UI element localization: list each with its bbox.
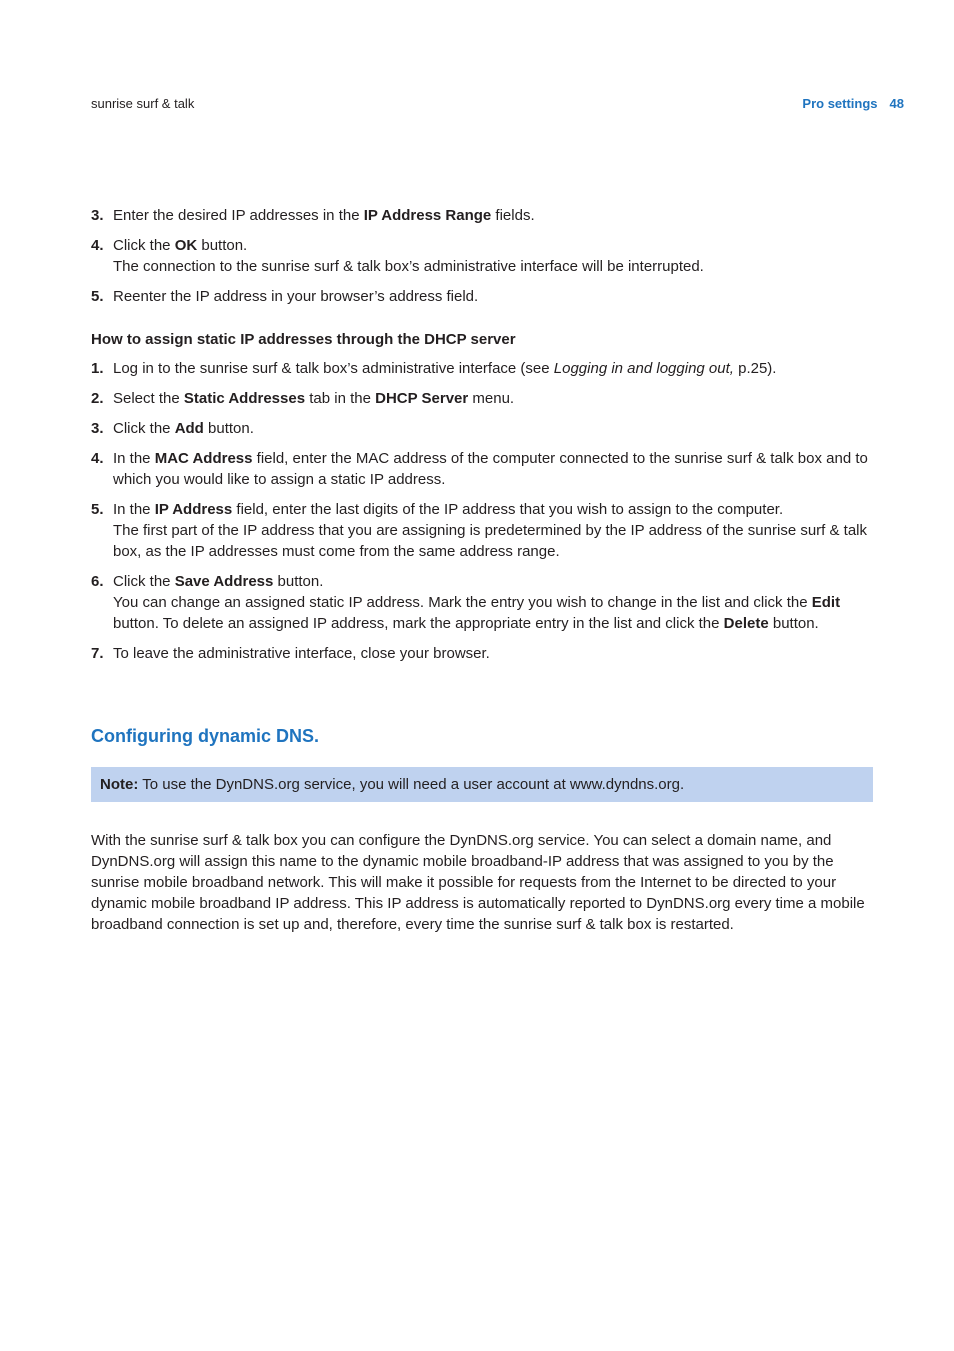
step-number: 5. [91, 501, 104, 518]
step-text: Click the Add button. [113, 420, 254, 437]
procedure-heading: How to assign static IP addresses through the DHCP server [91, 331, 516, 348]
step-text: In the IP Address field, enter the last digits of the IP address that you wish to assign to the computer. The first part of the IP address that you are assigning is predetermined by the IP address of the sunrise surf & talk box, as the IP addresses must come from the same address range. [113, 501, 868, 560]
list-item [91, 286, 873, 307]
step-text: Select the Static Addresses tab in the DHCP Server menu. [113, 390, 515, 407]
list-item [91, 448, 873, 490]
section-name: Pro settings [802, 96, 878, 111]
step-text: To leave the administrative interface, close your browser. [113, 645, 490, 662]
step-number: 3. [91, 207, 104, 224]
step-text: Log in to the sunrise surf & talk box’s administrative interface (see Logging in and logging out, p.25). [113, 360, 777, 377]
list-item [91, 499, 873, 562]
step-text: Enter the desired IP addresses in the IP Address Range fields. [113, 207, 535, 224]
step-number: 2. [91, 390, 104, 407]
page-content [91, 205, 873, 935]
step-number: 3. [91, 420, 104, 437]
list-item [91, 388, 873, 409]
step-text: Click the OK button. The connection to the sunrise surf & talk box’s administrative interface will be interrupted. [113, 237, 704, 275]
list-item [91, 205, 873, 226]
page-number: 48 [889, 96, 904, 111]
list-item [91, 571, 873, 634]
note-text: To use the DynDNS.org service, you will need a user account at www.dyndns.org. [138, 776, 685, 793]
step-list-ip-range [91, 205, 873, 307]
list-item [91, 358, 873, 379]
step-number: 5. [91, 288, 104, 305]
note-box [91, 767, 873, 802]
step-text: In the MAC Address field, enter the MAC address of the computer connected to the sunrise surf & talk box and to which you would like to assign a static IP address. [113, 450, 868, 488]
page-header-right [802, 96, 904, 111]
step-number: 7. [91, 645, 104, 662]
step-number: 4. [91, 450, 104, 467]
step-text: Reenter the IP address in your browser’s address field. [113, 288, 479, 305]
list-item [91, 643, 873, 664]
body-paragraph: With the sunrise surf & talk box you can configure the DynDNS.org service. You can select a domain name, and DynDNS.org will assign this name to the dynamic mobile broadband-IP address that was assigned to you by the sunrise mobile broadband network. This will make it possible for requests from the Internet to be directed to your dynamic mobile broadband IP address. This IP address is automatically reported to DynDNS.org every time a mobile broadband connection is set up and, therefore, every time the sunrise surf & talk box is restarted. [91, 832, 865, 933]
step-text: Click the Save Address button. You can change an assigned static IP address. Mark the entry you wish to change in the list and click the Edit button. To delete an assigned IP address, mark the appropriate entry in the list and click the Delete button. [113, 573, 841, 632]
document-brand: sunrise surf & talk [91, 96, 195, 111]
note-label: Note: [100, 776, 139, 793]
step-number: 1. [91, 360, 104, 377]
list-item [91, 418, 873, 439]
list-item [91, 235, 873, 277]
step-number: 4. [91, 237, 104, 254]
step-list-static-ip [91, 358, 873, 664]
step-number: 6. [91, 573, 104, 590]
section-title: Configuring dynamic DNS. [91, 726, 320, 746]
